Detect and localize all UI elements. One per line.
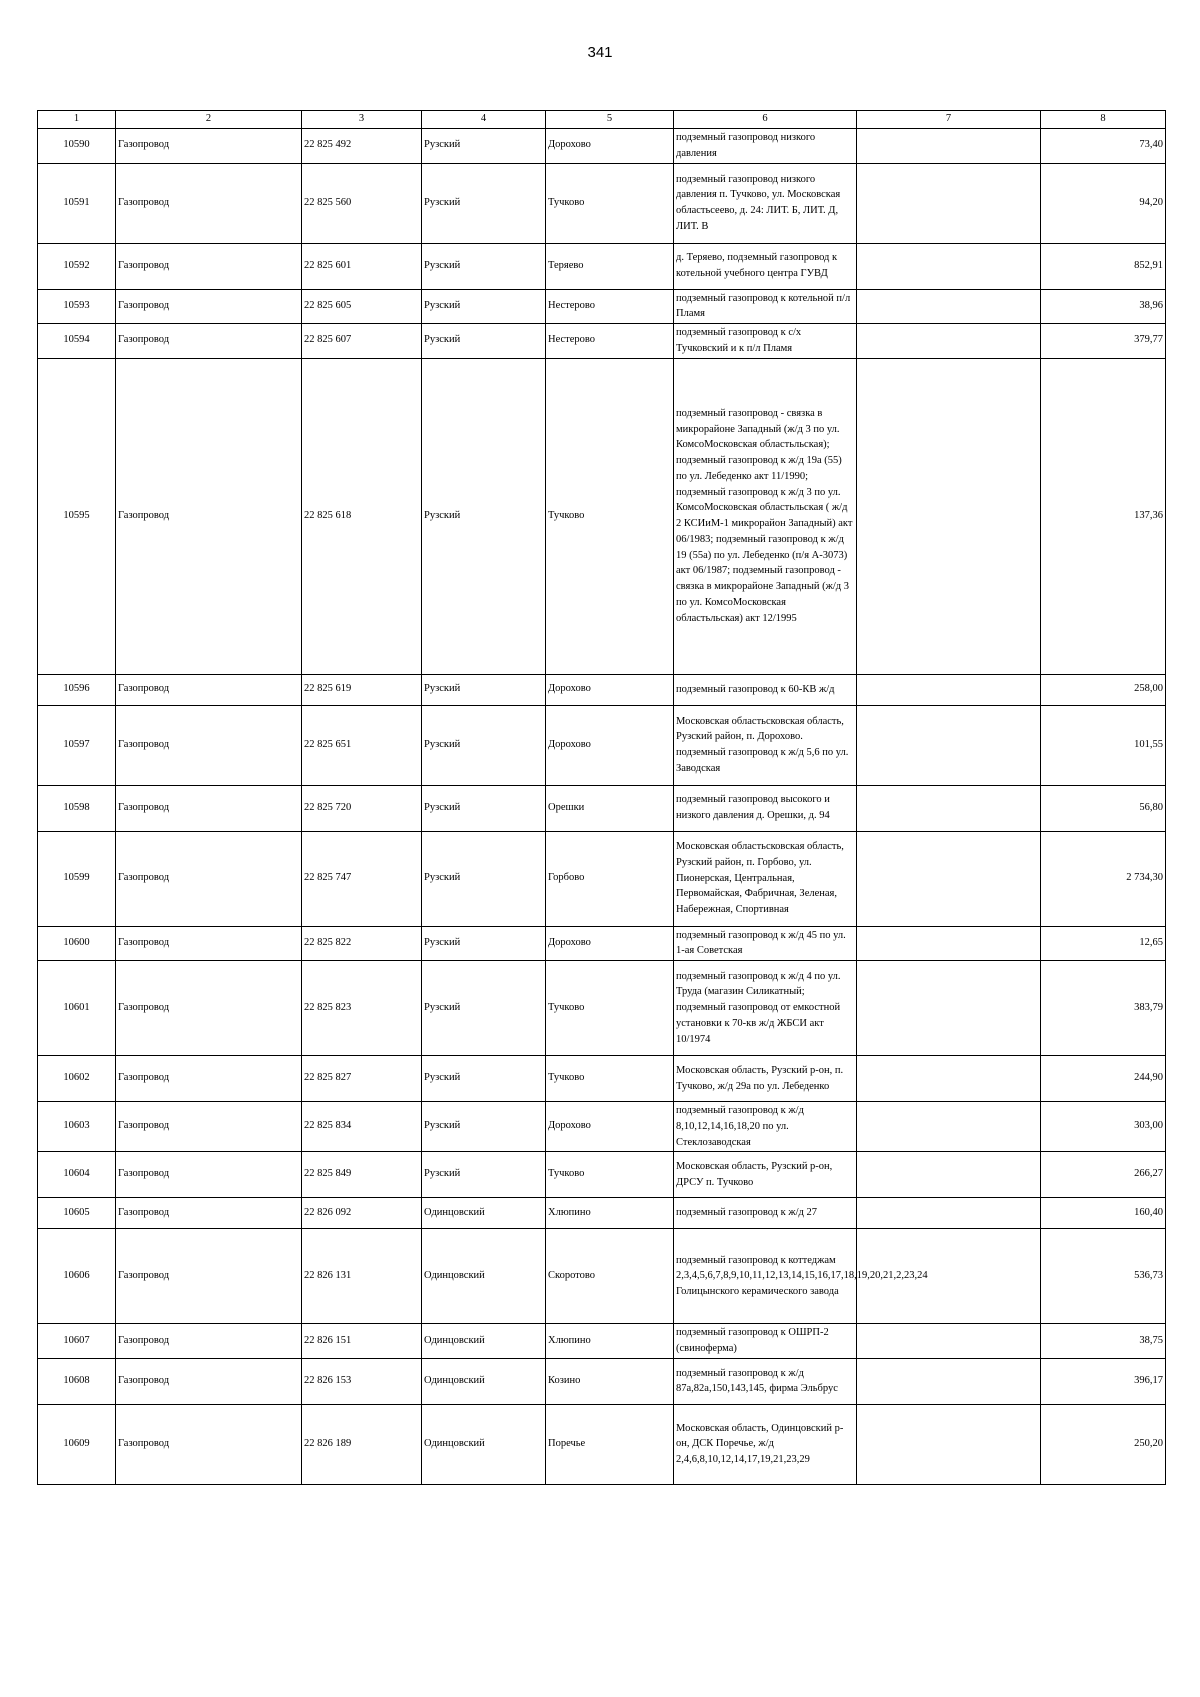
value-cell: 258,00	[1041, 674, 1166, 705]
value-cell: 244,90	[1041, 1056, 1166, 1102]
registry-table	[37, 110, 1166, 1485]
district-cell: Одинцовский	[422, 1198, 546, 1229]
table-row	[38, 1152, 1166, 1198]
column-header: 4	[422, 111, 546, 129]
object-code-cell: 22 826 151	[302, 1324, 422, 1359]
object-type-cell: Газопровод	[116, 961, 302, 1056]
district-cell: Рузский	[422, 1152, 546, 1198]
row-id-cell: 10603	[38, 1102, 116, 1152]
object-type-cell: Газопровод	[116, 1229, 302, 1324]
object-type-cell: Газопровод	[116, 358, 302, 674]
district-cell: Рузский	[422, 674, 546, 705]
value-cell: 536,73	[1041, 1229, 1166, 1324]
row-id-cell: 10594	[38, 324, 116, 359]
object-type-cell: Газопровод	[116, 926, 302, 961]
value-cell: 383,79	[1041, 961, 1166, 1056]
district-cell: Рузский	[422, 358, 546, 674]
district-cell: Рузский	[422, 129, 546, 164]
table-row	[38, 1358, 1166, 1404]
object-description-cell: подземный газопровод к ж/д 4 по ул. Труда (магазин Силикатный; подземный газопровод от емкостной установки к 70-кв ж/д ЖБСИ акт 10/1974	[674, 961, 857, 1056]
object-type-cell: Газопровод	[116, 1102, 302, 1152]
table-row	[38, 243, 1166, 289]
row-id-cell: 10598	[38, 785, 116, 831]
locality-cell: Хлюпино	[546, 1324, 674, 1359]
value-cell: 56,80	[1041, 785, 1166, 831]
locality-cell: Козино	[546, 1358, 674, 1404]
row-id-cell: 10596	[38, 674, 116, 705]
column-header: 2	[116, 111, 302, 129]
object-code-cell: 22 825 747	[302, 831, 422, 926]
column-header: 6	[674, 111, 857, 129]
column-header: 1	[38, 111, 116, 129]
value-cell: 73,40	[1041, 129, 1166, 164]
object-type-cell: Газопровод	[116, 163, 302, 243]
locality-cell: Поречье	[546, 1404, 674, 1484]
district-cell: Одинцовский	[422, 1358, 546, 1404]
table-row	[38, 1404, 1166, 1484]
object-type-cell: Газопровод	[116, 785, 302, 831]
note-cell	[857, 926, 1041, 961]
locality-cell: Горбово	[546, 831, 674, 926]
object-type-cell: Газопровод	[116, 243, 302, 289]
object-code-cell: 22 826 092	[302, 1198, 422, 1229]
object-code-cell: 22 825 823	[302, 961, 422, 1056]
table-row	[38, 1056, 1166, 1102]
object-description-cell: подземный газопровод к ОШРП-2 (свиноферма)	[674, 1324, 857, 1359]
object-description-cell: Московская область, Одинцовский р-он, ДСК Поречье, ж/д 2,4,6,8,10,12,14,17,19,21,23,29	[674, 1404, 857, 1484]
object-code-cell: 22 825 560	[302, 163, 422, 243]
value-cell: 38,75	[1041, 1324, 1166, 1359]
object-description-cell: Московская область, Рузский р-он, п. Тучково, ж/д 29а по ул. Лебеденко	[674, 1056, 857, 1102]
row-id-cell: 10608	[38, 1358, 116, 1404]
table-row	[38, 129, 1166, 164]
table-row	[38, 1102, 1166, 1152]
district-cell: Рузский	[422, 1102, 546, 1152]
district-cell: Рузский	[422, 289, 546, 324]
object-type-cell: Газопровод	[116, 1152, 302, 1198]
locality-cell: Тучково	[546, 1152, 674, 1198]
district-cell: Рузский	[422, 926, 546, 961]
object-code-cell: 22 825 605	[302, 289, 422, 324]
note-cell	[857, 1324, 1041, 1359]
row-id-cell: 10609	[38, 1404, 116, 1484]
district-cell: Рузский	[422, 961, 546, 1056]
object-code-cell: 22 826 131	[302, 1229, 422, 1324]
object-type-cell: Газопровод	[116, 324, 302, 359]
note-cell	[857, 785, 1041, 831]
object-code-cell: 22 826 153	[302, 1358, 422, 1404]
object-code-cell: 22 825 651	[302, 705, 422, 785]
value-cell: 137,36	[1041, 358, 1166, 674]
note-cell	[857, 243, 1041, 289]
note-cell	[857, 289, 1041, 324]
table-row	[38, 1229, 1166, 1324]
district-cell: Одинцовский	[422, 1324, 546, 1359]
row-id-cell: 10601	[38, 961, 116, 1056]
object-description-cell: подземный газопровод - связка в микрорайоне Западный (ж/д 3 по ул. КомсоМосковская областьльская); подземный газопровод к ж/д 19а (55) по ул. Лебеденко акт 11/1990; подземный газопровод к ж/д 3 по ул. КомсоМосковская областьльская ( ж/д 2 КСИиМ-1 микрорайон Западный) акт 06/1983; подземный газопровод к ж/д 19 (55а) по ул. Лебеденко (п/я А-3073) акт 06/1987; подземный газопровод - связка в микрорайоне Западный (ж/д 3 по ул. КомсоМосковская областьльская) акт 12/1995	[674, 358, 857, 674]
note-cell	[857, 1056, 1041, 1102]
object-description-cell: подземный газопровод высокого и низкого давления д. Орешки, д. 94	[674, 785, 857, 831]
locality-cell: Тучково	[546, 1056, 674, 1102]
row-id-cell: 10590	[38, 129, 116, 164]
object-code-cell: 22 825 619	[302, 674, 422, 705]
locality-cell: Тучково	[546, 163, 674, 243]
locality-cell: Дорохово	[546, 705, 674, 785]
value-cell: 266,27	[1041, 1152, 1166, 1198]
locality-cell: Дорохово	[546, 1102, 674, 1152]
district-cell: Рузский	[422, 705, 546, 785]
row-id-cell: 10606	[38, 1229, 116, 1324]
object-code-cell: 22 825 492	[302, 129, 422, 164]
locality-cell: Нестерово	[546, 289, 674, 324]
note-cell	[857, 1198, 1041, 1229]
note-cell	[857, 324, 1041, 359]
note-cell	[857, 831, 1041, 926]
row-id-cell: 10591	[38, 163, 116, 243]
object-type-cell: Газопровод	[116, 674, 302, 705]
table-row	[38, 163, 1166, 243]
note-cell	[857, 1404, 1041, 1484]
row-id-cell: 10602	[38, 1056, 116, 1102]
object-code-cell: 22 825 827	[302, 1056, 422, 1102]
locality-cell: Хлюпино	[546, 1198, 674, 1229]
locality-cell: Скоротово	[546, 1229, 674, 1324]
locality-cell: Тучково	[546, 961, 674, 1056]
locality-cell: Дорохово	[546, 674, 674, 705]
table-row	[38, 926, 1166, 961]
table-row	[38, 831, 1166, 926]
district-cell: Одинцовский	[422, 1229, 546, 1324]
object-type-cell: Газопровод	[116, 1324, 302, 1359]
object-code-cell: 22 826 189	[302, 1404, 422, 1484]
district-cell: Рузский	[422, 243, 546, 289]
table-row	[38, 785, 1166, 831]
object-code-cell: 22 825 849	[302, 1152, 422, 1198]
object-type-cell: Газопровод	[116, 831, 302, 926]
note-cell	[857, 129, 1041, 164]
object-description-cell: подземный газопровод к ж/д 87а,82а,150,143,145, фирма Эльбрус	[674, 1358, 857, 1404]
object-type-cell: Газопровод	[116, 1358, 302, 1404]
object-description-cell: подземный газопровод к котельной п/л Пламя	[674, 289, 857, 324]
object-type-cell: Газопровод	[116, 705, 302, 785]
object-code-cell: 22 825 607	[302, 324, 422, 359]
note-cell	[857, 705, 1041, 785]
locality-cell: Дорохово	[546, 926, 674, 961]
object-description-cell: Московская областьсковская область, Рузский район, п. Горбово, ул. Пионерская, Центральная, Первомайская, Фабричная, Зеленая, Набережная, Спортивная	[674, 831, 857, 926]
locality-cell: Орешки	[546, 785, 674, 831]
object-description-cell: д. Теряево, подземный газопровод к котельной учебного центра ГУВД	[674, 243, 857, 289]
column-header: 8	[1041, 111, 1166, 129]
row-id-cell: 10599	[38, 831, 116, 926]
district-cell: Рузский	[422, 163, 546, 243]
object-description-cell: подземный газопровод к коттеджам 2,3,4,5,6,7,8,9,10,11,12,13,14,15,16,17,18,19,20,21,2,23,24 Голицынского керамического завода	[674, 1229, 857, 1324]
district-cell: Рузский	[422, 785, 546, 831]
value-cell: 38,96	[1041, 289, 1166, 324]
row-id-cell: 10607	[38, 1324, 116, 1359]
note-cell	[857, 1102, 1041, 1152]
note-cell	[857, 1152, 1041, 1198]
row-id-cell: 10600	[38, 926, 116, 961]
column-header: 7	[857, 111, 1041, 129]
table-row	[38, 705, 1166, 785]
district-cell: Одинцовский	[422, 1404, 546, 1484]
row-id-cell: 10595	[38, 358, 116, 674]
object-description-cell: подземный газопровод к ж/д 45 по ул. 1-ая Советская	[674, 926, 857, 961]
column-header: 5	[546, 111, 674, 129]
object-code-cell: 22 825 601	[302, 243, 422, 289]
note-cell	[857, 163, 1041, 243]
note-cell	[857, 674, 1041, 705]
object-description-cell: подземный газопровод к 60-КВ ж/д	[674, 674, 857, 705]
object-description-cell: подземный газопровод к ж/д 8,10,12,14,16,18,20 по ул. Стеклозаводская	[674, 1102, 857, 1152]
object-type-cell: Газопровод	[116, 1198, 302, 1229]
value-cell: 94,20	[1041, 163, 1166, 243]
column-header: 3	[302, 111, 422, 129]
object-code-cell: 22 825 834	[302, 1102, 422, 1152]
row-id-cell: 10592	[38, 243, 116, 289]
value-cell: 250,20	[1041, 1404, 1166, 1484]
object-type-cell: Газопровод	[116, 1056, 302, 1102]
table-row	[38, 289, 1166, 324]
object-code-cell: 22 825 618	[302, 358, 422, 674]
value-cell: 396,17	[1041, 1358, 1166, 1404]
value-cell: 12,65	[1041, 926, 1166, 961]
row-id-cell: 10604	[38, 1152, 116, 1198]
table-row	[38, 1198, 1166, 1229]
note-cell	[857, 358, 1041, 674]
object-description-cell: подземный газопровод к с/х Тучковский и к п/л Пламя	[674, 324, 857, 359]
locality-cell: Теряево	[546, 243, 674, 289]
district-cell: Рузский	[422, 1056, 546, 1102]
table-row	[38, 358, 1166, 674]
value-cell: 379,77	[1041, 324, 1166, 359]
locality-cell: Дорохово	[546, 129, 674, 164]
object-code-cell: 22 825 822	[302, 926, 422, 961]
row-id-cell: 10593	[38, 289, 116, 324]
object-description-cell: Московская областьсковская область, Рузский район, п. Дорохово. подземный газопровод к ж/д 5,6 по ул. Заводская	[674, 705, 857, 785]
object-description-cell: подземный газопровод к ж/д 27	[674, 1198, 857, 1229]
locality-cell: Нестерово	[546, 324, 674, 359]
locality-cell: Тучково	[546, 358, 674, 674]
table-row	[38, 1324, 1166, 1359]
header-row	[38, 111, 1166, 129]
district-cell: Рузский	[422, 324, 546, 359]
row-id-cell: 10597	[38, 705, 116, 785]
value-cell: 101,55	[1041, 705, 1166, 785]
page-number: 341	[587, 44, 613, 61]
table-row	[38, 674, 1166, 705]
object-description-cell: подземный газопровод низкого давления п. Тучково, ул. Московская областьсеево, д. 24: ЛИТ. Б, ЛИТ. Д, ЛИТ. В	[674, 163, 857, 243]
object-type-cell: Газопровод	[116, 129, 302, 164]
object-type-cell: Газопровод	[116, 289, 302, 324]
value-cell: 852,91	[1041, 243, 1166, 289]
table-row	[38, 324, 1166, 359]
value-cell: 2 734,30	[1041, 831, 1166, 926]
object-description-cell: подземный газопровод низкого давления	[674, 129, 857, 164]
object-description-cell: Московская область, Рузский р-он, ДРСУ п. Тучково	[674, 1152, 857, 1198]
object-type-cell: Газопровод	[116, 1404, 302, 1484]
note-cell	[857, 961, 1041, 1056]
district-cell: Рузский	[422, 831, 546, 926]
table-row	[38, 961, 1166, 1056]
row-id-cell: 10605	[38, 1198, 116, 1229]
object-code-cell: 22 825 720	[302, 785, 422, 831]
value-cell: 303,00	[1041, 1102, 1166, 1152]
note-cell	[857, 1358, 1041, 1404]
value-cell: 160,40	[1041, 1198, 1166, 1229]
